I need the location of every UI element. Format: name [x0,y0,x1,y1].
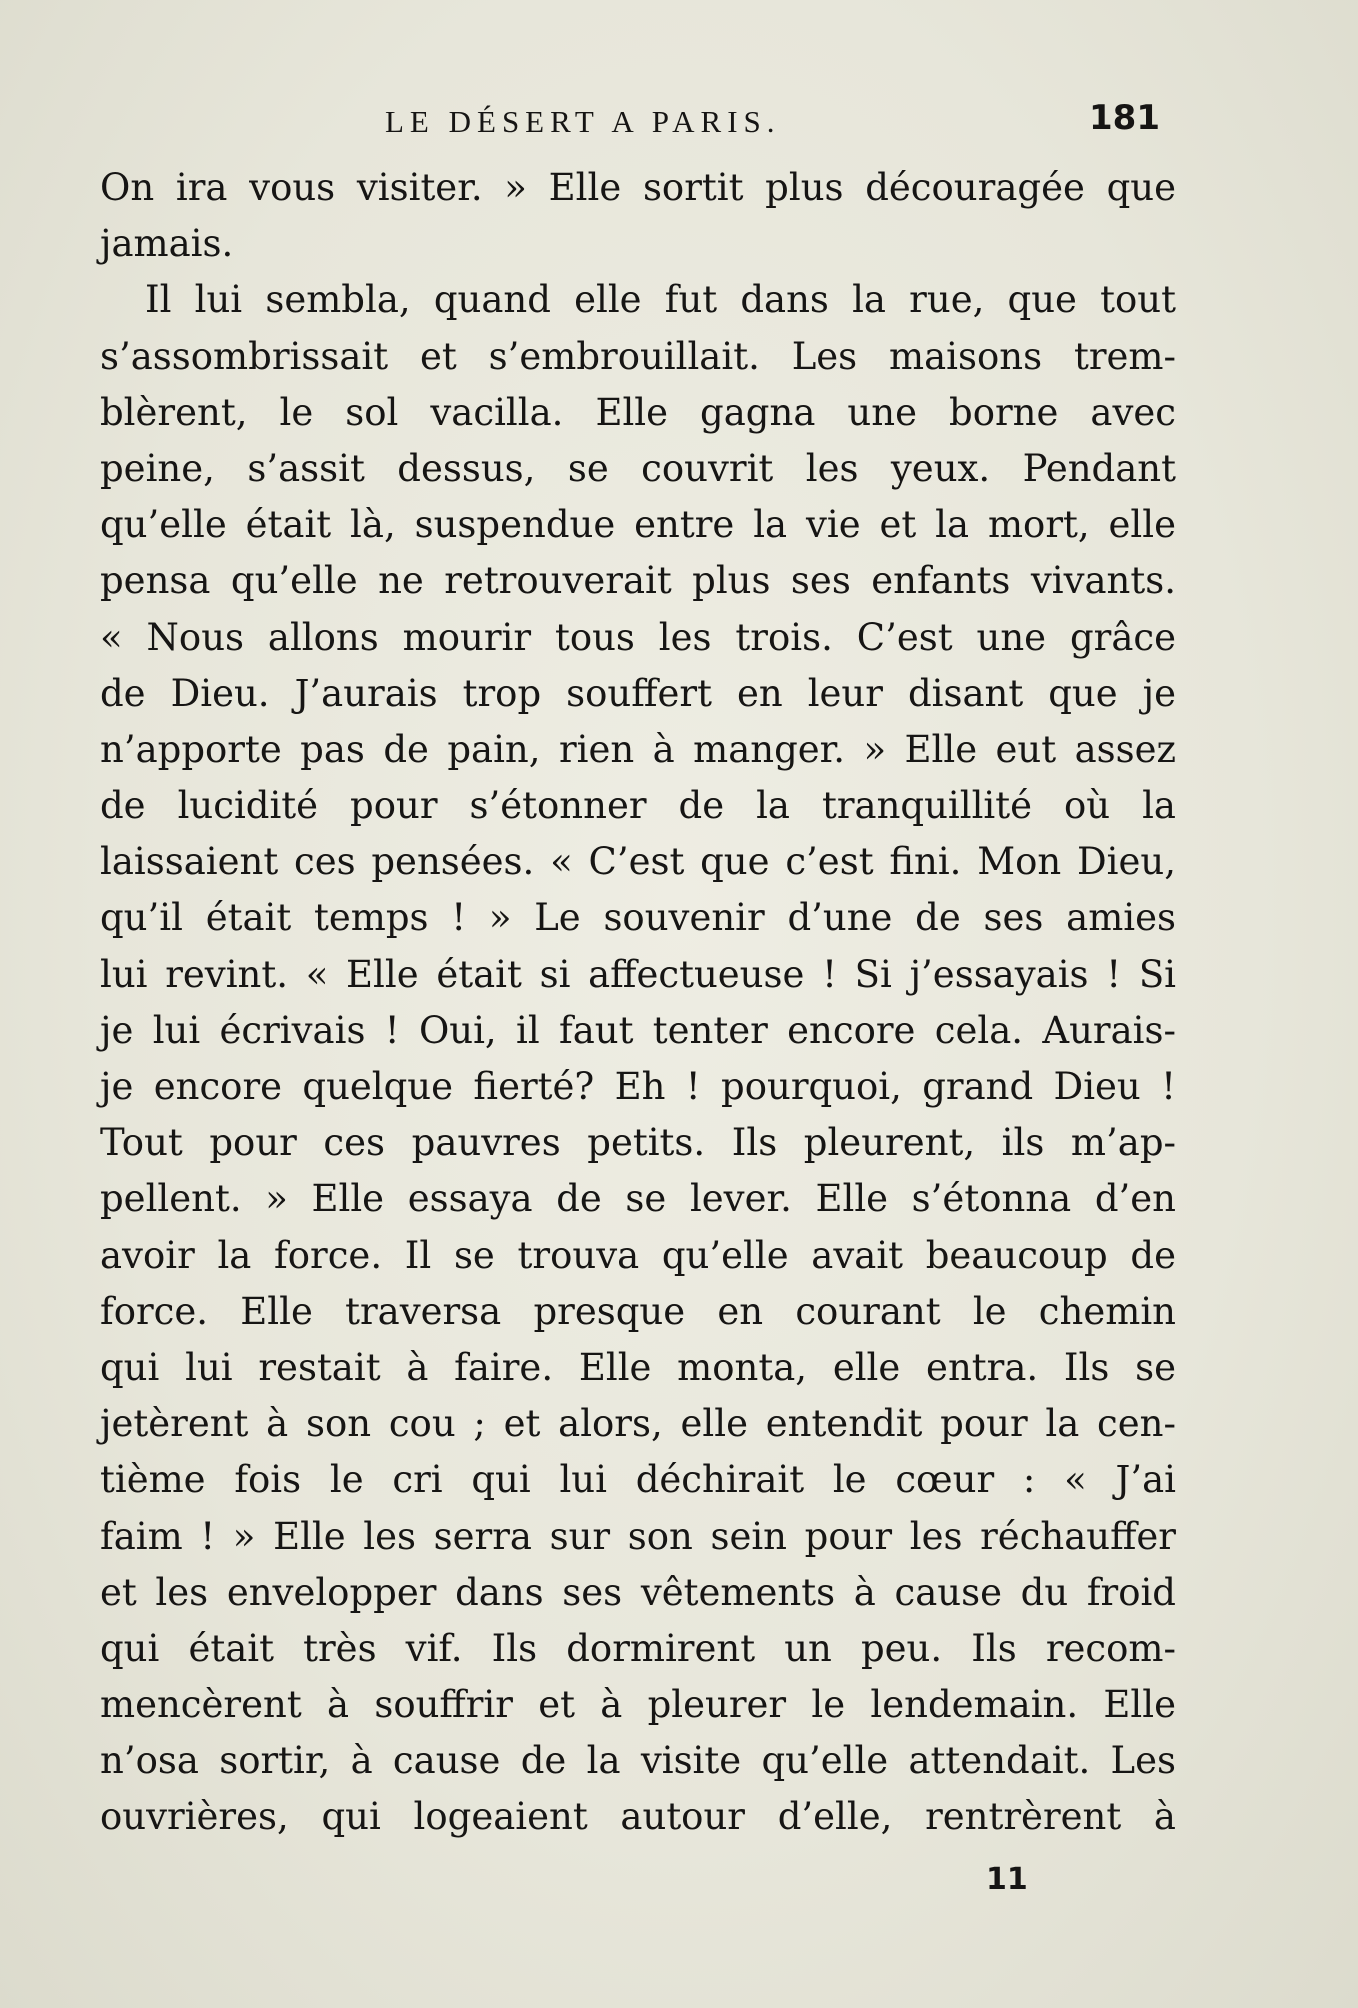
text-line: n’osa sortir, à cause de la visite qu’elle attendait. Les [100,1739,1176,1783]
text-line: pellent. » Elle essaya de se lever. Elle s’étonna d’en [100,1177,1176,1221]
text-line: jetèrent à son cou ; et alors, elle entendit pour la cen- [100,1402,1176,1446]
text-line: Tout pour ces pauvres petits. Ils pleurent, ils m’ap- [100,1121,1176,1165]
running-title: LE DÉSERT A PARIS. [385,104,781,139]
text-line: s’assombrissait et s’embrouillait. Les maisons trem- [100,334,1176,378]
text-line: qu’il était temps ! » Le souvenir d’une de ses amies [100,896,1176,940]
text-line: qu’elle était là, suspendue entre la vie et la mort, elle [100,503,1176,547]
text-line: ouvrières, qui logeaient autour d’elle, rentrèrent à [100,1795,1176,1839]
text-line: tième fois le cri qui lui déchirait le cœur : « J’ai [100,1458,1176,1502]
signature-mark: 11 [986,1862,1028,1897]
text-line: n’apporte pas de pain, rien à manger. » Elle eut assez [100,727,1176,771]
page-header [100,98,1160,148]
text-line: faim ! » Elle les serra sur son sein pour les réchauffer [100,1514,1176,1558]
text-line: lui revint. « Elle était si affectueuse ! Si j’essayais ! Si [100,952,1176,996]
text-line: blèrent, le sol vacilla. Elle gagna une borne avec [100,390,1176,434]
text-line: je encore quelque fierté? Eh ! pourquoi, grand Dieu ! [100,1065,1176,1108]
text-line: mencèrent à souffrir et à pleurer le lendemain. Elle [100,1683,1176,1727]
text-line: de lucidité pour s’étonner de la tranquillité où la [100,784,1176,828]
text-line: et les envelopper dans ses vêtements à cause du froid [100,1570,1176,1614]
text-line: de Dieu. J’aurais trop souffert en leur disant que je [100,671,1176,715]
body-text [100,160,1176,1846]
text-line: qui était très vif. Ils dormirent un peu. Ils recom- [100,1626,1176,1670]
text-line: peine, s’assit dessus, se couvrit les yeux. Pendant [100,446,1176,490]
text-line: jamais. [100,222,234,266]
text-line: qui lui restait à faire. Elle monta, elle entra. Ils se [100,1345,1176,1389]
text-line: Il lui sembla, quand elle fut dans la rue, que tout [145,278,1176,322]
page-number: 181 [1089,98,1160,138]
text-line: « Nous allons mourir tous les trois. C’est une grâce [100,615,1176,659]
text-line: avoir la force. Il se trouva qu’elle avait beaucoup de [100,1233,1176,1277]
text-line: On ira vous visiter. » Elle sortit plus découragée que [100,166,1176,209]
text-line: force. Elle traversa presque en courant le chemin [100,1289,1176,1333]
text-line: pensa qu’elle ne retrouverait plus ses enfants vivants. [100,559,1176,603]
text-line: je lui écrivais ! Oui, il faut tenter encore cela. Aurais- [100,1008,1176,1052]
text-line: laissaient ces pensées. « C’est que c’est fini. Mon Dieu, [100,840,1176,884]
